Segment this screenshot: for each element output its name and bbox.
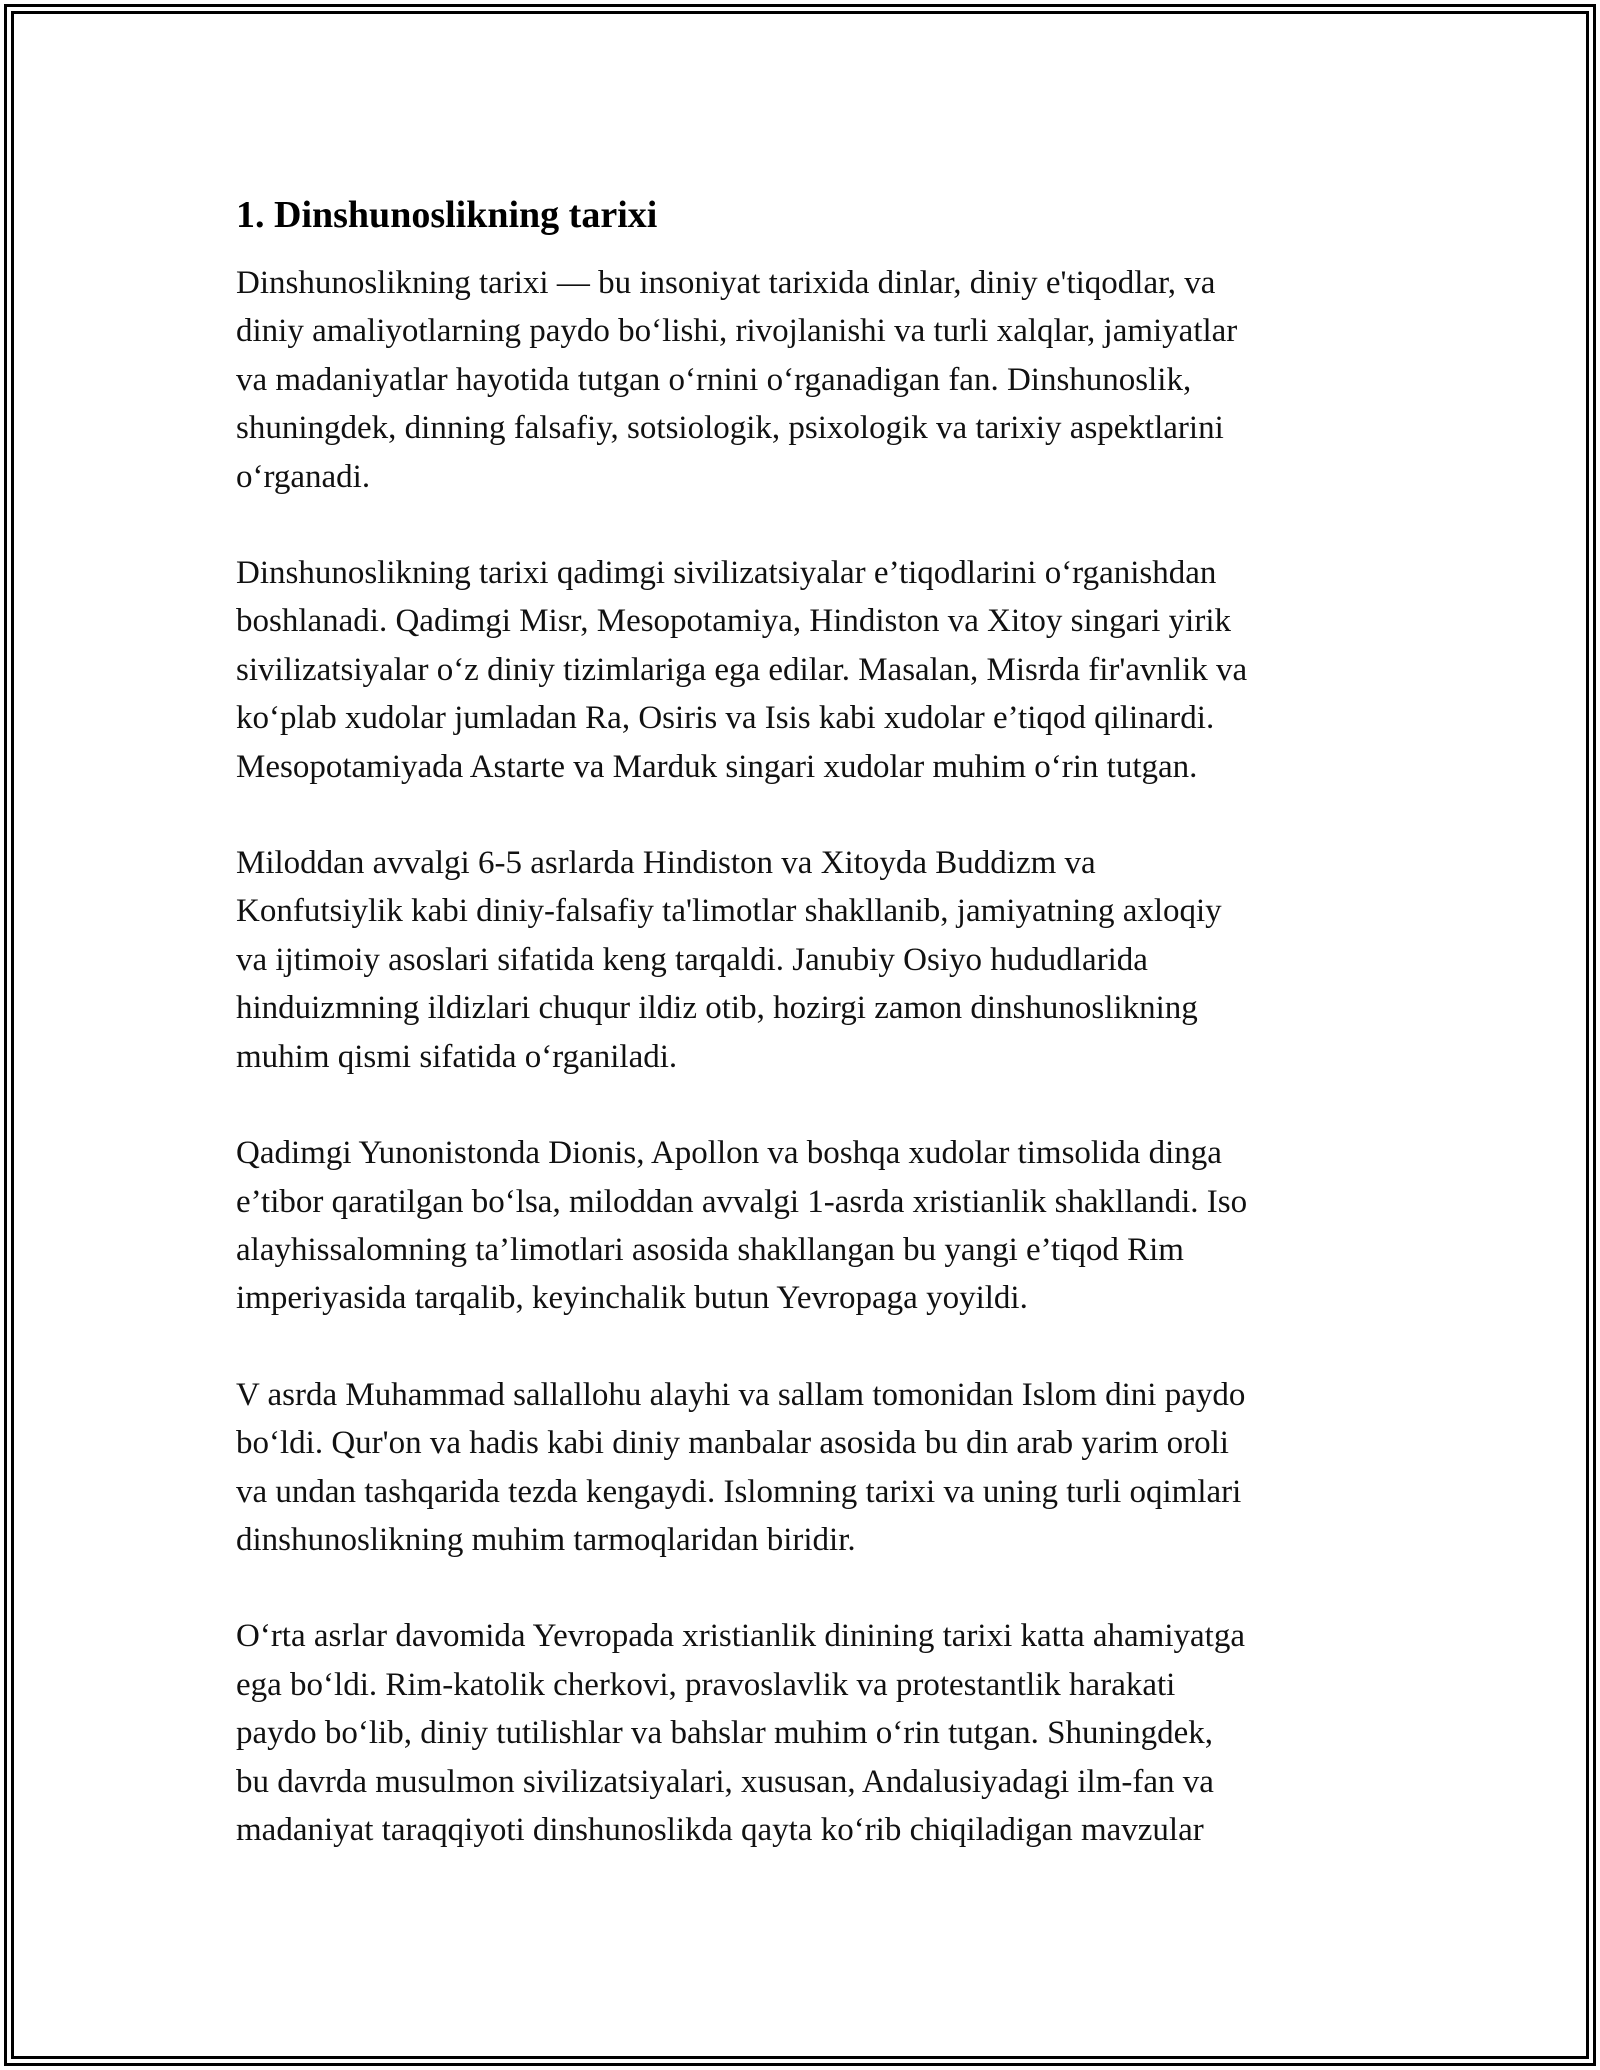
text-line: boshlanadi. Qadimgi Misr, Mesopotamiya, Hindiston va Xitoy singari yirik: [236, 603, 1231, 640]
text-line: Qadimgi Yunonistonda Dionis, Apollon va boshqa xudolar timsolida dinga: [236, 1135, 1222, 1172]
text-line: va ijtimoiy asoslari sifatida keng tarqaldi. Janubiy Osiyo hududlarida: [236, 941, 1148, 978]
text-line: V asrda Muhammad sallallohu alayhi va sallam tomonidan Islom dini paydo: [236, 1376, 1246, 1413]
text-line: va madaniyatlar hayotida tutgan oʻrnini oʻrganadigan fan. Dinshunoslik,: [236, 361, 1192, 398]
text-line: Mesopotamiyada Astarte va Marduk singari xudolar muhim oʻrin tutgan.: [236, 748, 1198, 785]
text-line: Oʻrta asrlar davomida Yevropada xristianlik dinining tarixi katta ahamiyatga: [236, 1618, 1245, 1655]
text-line: boʻldi. Qur'on va hadis kabi diniy manbalar asosida bu din arab yarim oroli: [236, 1425, 1229, 1462]
text-line: ega boʻldi. Rim-katolik cherkovi, pravoslavlik va protestantlik harakati: [236, 1666, 1176, 1703]
text-line: shuningdek, dinning falsafiy, sotsiologik, psixologik va tarixiy aspektlarini: [236, 410, 1224, 447]
paragraph-2: [236, 549, 1376, 791]
text-line: imperiyasida tarqalib, keyinchalik butun Yevropaga yoyildi.: [236, 1280, 1028, 1317]
text-line: koʻplab xudolar jumladan Ra, Osiris va Isis kabi xudolar e’tiqod qilinardi.: [236, 700, 1215, 737]
paragraph-4: [236, 1129, 1376, 1323]
text-line: sivilizatsiyalar oʻz diniy tizimlariga ega edilar. Masalan, Misrda fir'avnlik va: [236, 651, 1248, 688]
paragraph-list: [236, 259, 1376, 1854]
paragraph-5: [236, 1371, 1376, 1565]
text-line: muhim qismi sifatida oʻrganiladi.: [236, 1038, 678, 1075]
text-line: e’tibor qaratilgan boʻlsa, miloddan avvalgi 1-asrda xristianlik shakllandi. Iso: [236, 1183, 1248, 1220]
text-line: dinshunoslikning muhim tarmoqlaridan biridir.: [236, 1521, 856, 1558]
paragraph-6: [236, 1612, 1376, 1854]
document-body: [236, 187, 1376, 1902]
section-heading: 1. Dinshunoslikning tarixi: [236, 194, 658, 236]
text-line: Konfutsiylik kabi diniy-falsafiy ta'limotlar shakllanib, jamiyatning axloqiy: [236, 893, 1222, 930]
text-line: paydo boʻlib, diniy tutilishlar va bahslar muhim oʻrin tutgan. Shuningdek,: [236, 1715, 1214, 1752]
paragraph-1: [236, 259, 1376, 501]
text-line: diniy amaliyotlarning paydo boʻlishi, rivojlanishi va turli xalqlar, jamiyatlar: [236, 313, 1238, 350]
text-line: bu davrda musulmon sivilizatsiyalari, xususan, Andalusiyadagi ilm-fan va: [236, 1763, 1214, 1800]
text-line: oʻrganadi.: [236, 458, 371, 495]
text-line: Miloddan avvalgi 6-5 asrlarda Hindiston va Xitoyda Buddizm va: [236, 845, 1096, 882]
text-line: Dinshunoslikning tarixi — bu insoniyat tarixida dinlar, diniy e'tiqodlar, va: [236, 265, 1216, 301]
text-line: hinduizmning ildizlari chuqur ildiz otib, hozirgi zamon dinshunoslikning: [236, 990, 1198, 1027]
text-line: Dinshunoslikning tarixi qadimgi sivilizatsiyalar e’tiqodlarini oʻrganishdan: [236, 555, 1217, 592]
text-line: alayhissalomning ta’limotlari asosida shakllangan bu yangi e’tiqod Rim: [236, 1231, 1184, 1268]
text-line: va undan tashqarida tezda kengaydi. Islomning tarixi va uning turli oqimlari: [236, 1473, 1242, 1510]
text-line: madaniyat taraqqiyoti dinshunoslikda qayta koʻrib chiqiladigan mavzular: [236, 1811, 1204, 1848]
paragraph-3: [236, 839, 1376, 1081]
